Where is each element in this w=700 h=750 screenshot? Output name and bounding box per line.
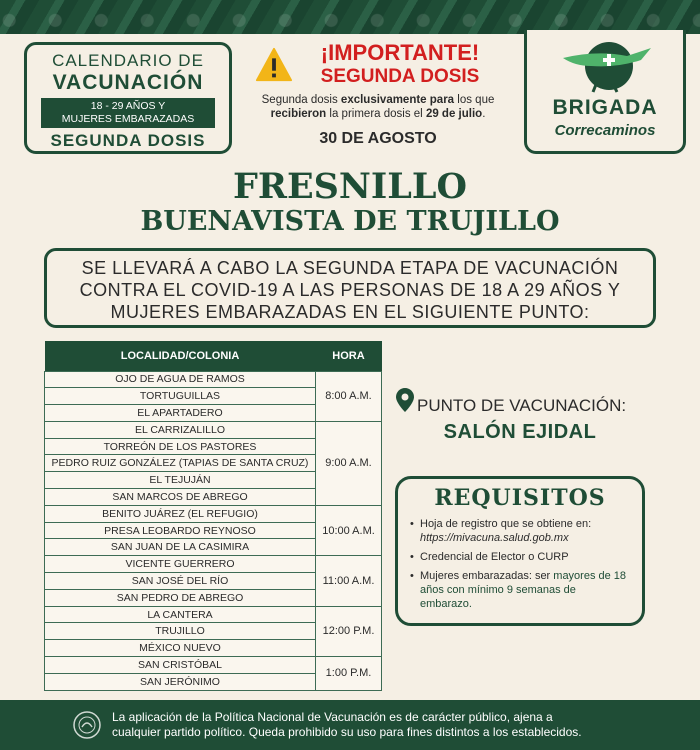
locality-cell: TORREÓN DE LOS PASTORES [45,438,316,455]
table-row [45,505,382,522]
roadrunner-logo-icon [557,36,657,94]
notice-line3: MUJERES EMBARAZADAS EN EL SIGUIENTE PUNTO: [110,302,590,322]
place-title: BUENAVISTA DE TRUJILLO [140,206,560,237]
footer-line2: cualquier partido político. Queda prohibido su uso para fines distintos a los establecidos. [112,725,582,739]
table-row [45,556,382,573]
time-cell: 12:00 P.M. [316,606,382,656]
important-title: ¡IMPORTANTE! [320,40,480,65]
locality-cell: SAN JUAN DE LA CASIMIRA [45,539,316,556]
vaccination-point-label: PUNTO DE VACUNACIÓN: [417,396,627,415]
calendar-dose: SEGUNDA DOSIS [50,131,206,150]
event-date: 30 DE AGOSTO [319,130,437,147]
locality-cell: EL CARRIZALILLO [45,421,316,438]
locality-cell: PRESA LEOBARDO REYNOSO [45,522,316,539]
table-header-row [45,341,382,371]
brigada-badge [524,30,686,154]
footer-line1: La aplicación de la Política Nacional de Vacunación es de carácter público, ajena a [112,710,553,724]
brigada-title: BRIGADA [552,96,658,119]
important-note: Segunda dosis exclusivamente para los que recibieron la primera dosis el 29 de julio. [261,94,495,120]
locality-cell: SAN JERÓNIMO [45,673,316,690]
registration-link[interactable]: https://mivacuna.salud.gob.mx [420,532,569,544]
calendar-badge [24,42,232,154]
brigada-subtitle: Correcaminos [554,122,656,139]
list-item: • Hoja de registro que se obtiene en: https://mivacuna.salud.gob.mx [410,517,630,545]
age-band [41,98,215,128]
column-header-time: HORA [316,341,382,371]
time-cell: 9:00 A.M. [316,421,382,505]
locality-cell: SAN PEDRO DE ABREGO [45,589,316,606]
requirements-title: REQUISITOS [434,485,606,511]
calendar-line2: VACUNACIÓN [52,71,204,94]
table-row [45,606,382,623]
table-row [45,421,382,438]
notice-line2: CONTRA EL COVID-19 A LAS PERSONAS DE 18 A 29 AÑOS Y [79,280,621,300]
locality-cell: EL APARTADERO [45,405,316,422]
time-cell: 8:00 A.M. [316,371,382,421]
calendar-line1: CALENDARIO DE [52,51,204,70]
locality-cell: OJO DE AGUA DE RAMOS [45,371,316,388]
important-subtitle: SEGUNDA DOSIS [320,66,480,87]
time-cell: 10:00 A.M. [316,505,382,555]
age-band-line1: 18 - 29 AÑOS Y [90,100,166,112]
footer-disclaimer [0,700,700,750]
column-header-locality: LOCALIDAD/COLONIA [45,341,316,371]
warning-icon [255,46,293,84]
notice-box [44,248,656,328]
government-seal-icon [72,710,102,740]
schedule-table [44,341,382,691]
table-row [45,371,382,388]
locality-cell: LA CANTERA [45,606,316,623]
locality-cell: SAN MARCOS DE ABREGO [45,489,316,506]
city-title: FRESNILLO [233,166,467,207]
locality-cell: MÉXICO NUEVO [45,640,316,657]
requirements-box [395,476,645,626]
age-band-line2: MUJERES EMBARAZADAS [61,113,195,125]
locality-cell: SAN CRISTÓBAL [45,657,316,674]
locality-cell: TRUJILLO [45,623,316,640]
list-item: • Mujeres embarazadas: ser mayores de 18 años con mínimo 9 semanas de embarazo. [410,569,630,611]
locality-cell: EL TEJUJÁN [45,472,316,489]
requirements-list [410,517,630,611]
vaccination-point-name: SALÓN EJIDAL [443,421,597,443]
time-cell: 11:00 A.M. [316,556,382,606]
locality-cell: PEDRO RUIZ GONZÁLEZ (TAPIAS DE SANTA CRUZ) [45,455,316,472]
map-pin-icon [396,388,414,412]
locality-cell: BENITO JUÁREZ (EL REFUGIO) [45,505,316,522]
table-row [45,657,382,674]
locality-cell: SAN JOSÉ DEL RÍO [45,573,316,590]
list-item: • Credencial de Elector o CURP [410,550,630,564]
locality-cell: VICENTE GUERRERO [45,556,316,573]
top-decorative-band [0,0,700,34]
locality-cell: TORTUGUILLAS [45,388,316,405]
notice-line1: SE LLEVARÁ A CABO LA SEGUNDA ETAPA DE VACUNACIÓN [81,258,619,278]
time-cell: 1:00 P.M. [316,657,382,691]
